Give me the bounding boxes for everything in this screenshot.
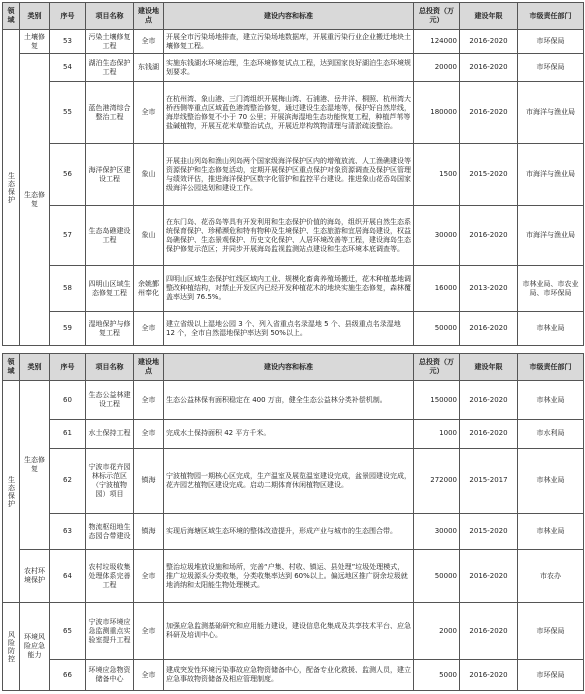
table-row [3, 448, 584, 513]
invest-cell: 50000 [414, 550, 460, 603]
table-header-row [3, 354, 584, 381]
category-cell: 生态修复 [20, 54, 50, 346]
content-cell: 建立省级以上湿地公园 3 个、列入省重点名录湿地 5 个、县级重点名录湿地 12 个，全市自然湿地保护率达到 50%以上。 [164, 312, 414, 346]
content-cell: 实现后海塘区域生态环境的整体改造提升，形成产业与城市的生态围合带。 [164, 513, 414, 550]
dept-cell: 市环保局 [518, 30, 584, 54]
table-row [3, 660, 584, 691]
table-row [3, 550, 584, 603]
seq-cell: 53 [50, 30, 86, 54]
years-cell: 2016-2020 [460, 206, 518, 266]
location-cell: 全市 [134, 420, 164, 449]
content-cell: 在杭州湾、象山港、三门湾组织开展梅山湾、石浦港、岳井洋、桐照、杭州湾大桥西侧等重点区域蓝色港湾整治修复，通过建设生态湿地等，保护好自然岸线，海岸线整治修复不小于 70 公里；开展滨海湿地生态功能恢复工程，种植芦苇等盐碱植物，开展互花米草整治试点，开展近岸构筑物清理与清淤疏浚整治。 [164, 82, 414, 144]
project-name-cell: 环境应急物资储备中心 [86, 660, 134, 691]
header-invest: 总投资（万元） [414, 354, 460, 381]
content-cell: 在东门岛、花岙岛等具有开发利用和生态保护价值的海岛，组织开展自然生态系统保育保护、珍稀濒危和特有物种及生境保护、生态旅游和宜居海岛建设，权益岛礁保护、生态景观保护、历史文化保护、人居环境改善等工程，建设海岛生态保护修复示范区；并同步开展海岛监视监测站点建设和生态环境本底调查等。 [164, 206, 414, 266]
table-row [3, 603, 584, 660]
years-cell: 2013-2020 [460, 266, 518, 312]
invest-cell: 5000 [414, 660, 460, 691]
field-cell: 生态保护 [3, 30, 20, 346]
header-dept: 市级责任部门 [518, 3, 584, 30]
dept-cell: 市林业局 [518, 381, 584, 420]
invest-cell: 30000 [414, 206, 460, 266]
header-name: 项目名称 [86, 3, 134, 30]
header-location: 建设地点 [134, 3, 164, 30]
invest-cell: 150000 [414, 381, 460, 420]
project-name-cell: 四明山区域生态修复工程 [86, 266, 134, 312]
project-name-cell: 蓝色港湾综合整治工程 [86, 82, 134, 144]
dept-cell: 市林业局、市农业局、市环保局 [518, 266, 584, 312]
location-cell: 余姚鄞州奉化 [134, 266, 164, 312]
years-cell: 2015-2020 [460, 513, 518, 550]
seq-cell: 60 [50, 381, 86, 420]
project-name-cell: 宁波市花卉园林标示范区（宁波植物园）项目 [86, 448, 134, 513]
content-cell: 开展韭山列岛和渔山列岛两个国家级海洋保护区内的增殖放流、人工渔礁建设等资源保护和生态修复活动，定期开展保护区重点保护对象资源调查及保护区管理与绩效评估，推进海洋保护区数字化管护和监控平台建设。推进象山花岙岛国家级海洋公园选划和建设工作。 [164, 144, 414, 206]
invest-cell: 16000 [414, 266, 460, 312]
content-cell: 加强应急监测基础研究和应用能力建设，建设信息化集成及共享技术平台、应急科研及培训中心。 [164, 603, 414, 660]
header-field: 领域 [3, 354, 20, 381]
years-cell: 2016-2020 [460, 312, 518, 346]
field-cell: 风险防控 [3, 603, 20, 691]
dept-cell: 市海洋与渔业局 [518, 82, 584, 144]
dept-cell: 市海洋与渔业局 [518, 144, 584, 206]
years-cell: 2016-2020 [460, 381, 518, 420]
seq-cell: 65 [50, 603, 86, 660]
project-name-cell: 生态公益林建设工程 [86, 381, 134, 420]
table-row [3, 312, 584, 346]
invest-cell: 30000 [414, 513, 460, 550]
header-field: 领域 [3, 3, 20, 30]
years-cell: 2016-2020 [460, 82, 518, 144]
seq-cell: 59 [50, 312, 86, 346]
seq-cell: 57 [50, 206, 86, 266]
table-row [3, 381, 584, 420]
header-seq: 序号 [50, 354, 86, 381]
header-name: 项目名称 [86, 354, 134, 381]
location-cell: 镇海 [134, 448, 164, 513]
header-content: 建设内容和标准 [164, 3, 414, 30]
category-cell: 农村环境保护 [20, 550, 50, 603]
project-name-cell: 宁波市环境应急监测重点实验室提升工程 [86, 603, 134, 660]
dept-cell: 市环保局 [518, 54, 584, 82]
location-cell: 全市 [134, 30, 164, 54]
years-cell: 2016-2020 [460, 30, 518, 54]
header-location: 建设地点 [134, 354, 164, 381]
seq-cell: 66 [50, 660, 86, 691]
project-name-cell: 物流枢纽地生态园合带建设 [86, 513, 134, 550]
content-cell: 四明山区域生态保护红线区域内工业、规模化畜禽养殖场搬迁，花木种植基地调整改种植结构，对禁止开发区内已经开发种植花木的地块实施生态修复，森林覆盖率达到 76.5%。 [164, 266, 414, 312]
header-category: 类别 [20, 354, 50, 381]
project-name-cell: 水土保持工程 [86, 420, 134, 449]
field-cell: 生态保护 [3, 381, 20, 603]
dept-cell: 市环保局 [518, 660, 584, 691]
project-table-1 [2, 2, 584, 346]
location-cell: 东钱湖 [134, 54, 164, 82]
category-cell: 环境风险应急能力 [20, 603, 50, 691]
invest-cell: 2000 [414, 603, 460, 660]
dept-cell: 市农办 [518, 550, 584, 603]
location-cell: 全市 [134, 603, 164, 660]
years-cell: 2015-2017 [460, 448, 518, 513]
project-name-cell: 湿地保护与修复工程 [86, 312, 134, 346]
seq-cell: 61 [50, 420, 86, 449]
table-row [3, 266, 584, 312]
content-cell: 实施东钱湖水环境治理，生态环境修复试点工程，达到国家良好湖泊生态环境规划要求。 [164, 54, 414, 82]
location-cell: 镇海 [134, 513, 164, 550]
years-cell: 2016-2020 [460, 420, 518, 449]
location-cell: 全市 [134, 660, 164, 691]
table-row [3, 82, 584, 144]
location-cell: 全市 [134, 312, 164, 346]
years-cell: 2016-2020 [460, 603, 518, 660]
header-invest: 总投资（万元） [414, 3, 460, 30]
seq-cell: 56 [50, 144, 86, 206]
invest-cell: 1500 [414, 144, 460, 206]
content-cell: 宁波植物园一期核心区完成，生产温室及展览温室建设完成，盆景园建设完成，花卉园艺植物区建设完成。启动二期体育休闲植物区建设。 [164, 448, 414, 513]
table-row [3, 144, 584, 206]
header-content: 建设内容和标准 [164, 354, 414, 381]
category-cell: 生态修复 [20, 381, 50, 550]
seq-cell: 54 [50, 54, 86, 82]
dept-cell: 市海洋与渔业局 [518, 206, 584, 266]
header-dept: 市级责任部门 [518, 354, 584, 381]
project-name-cell: 海洋保护区建设工程 [86, 144, 134, 206]
dept-cell: 市林业局 [518, 312, 584, 346]
project-name-cell: 农村垃圾收集处理体系完善工程 [86, 550, 134, 603]
dept-cell: 市水利局 [518, 420, 584, 449]
seq-cell: 62 [50, 448, 86, 513]
table-row [3, 513, 584, 550]
invest-cell: 124000 [414, 30, 460, 54]
header-category: 类别 [20, 3, 50, 30]
category-cell: 土壤修复 [20, 30, 50, 54]
seq-cell: 58 [50, 266, 86, 312]
header-years: 建设年限 [460, 354, 518, 381]
content-cell: 开展全市污染场地排查，建立污染场地数据库，开展重污染行业企业搬迁地块土壤修复工程。 [164, 30, 414, 54]
dept-cell: 市林业局 [518, 513, 584, 550]
table-row [3, 54, 584, 82]
years-cell: 2016-2020 [460, 54, 518, 82]
header-years: 建设年限 [460, 3, 518, 30]
content-cell: 建成突发性环境污染事故应急物资储备中心，配备专业化救援、监测人员，建立应急事故物资储备及相应管理制度。 [164, 660, 414, 691]
years-cell: 2015-2020 [460, 144, 518, 206]
table-row [3, 420, 584, 449]
location-cell: 全市 [134, 550, 164, 603]
invest-cell: 1000 [414, 420, 460, 449]
location-cell: 全市 [134, 82, 164, 144]
invest-cell: 272000 [414, 448, 460, 513]
table-row [3, 30, 584, 54]
years-cell: 2016-2020 [460, 660, 518, 691]
seq-cell: 64 [50, 550, 86, 603]
header-seq: 序号 [50, 3, 86, 30]
invest-cell: 50000 [414, 312, 460, 346]
seq-cell: 63 [50, 513, 86, 550]
table-row [3, 206, 584, 266]
location-cell: 全市 [134, 381, 164, 420]
content-cell: 整治垃圾堆放设施和场所，完善“户集、村收、镇运、县处理”垃圾处理模式，推广垃圾源头分类收集，分类收集率达到 60%以上。偏远地区推广厨余垃圾就地消纳和太阳能生物处理模式。 [164, 550, 414, 603]
project-name-cell: 污染土壤修复工程 [86, 30, 134, 54]
location-cell: 象山 [134, 144, 164, 206]
project-name-cell: 生态岛礁建设工程 [86, 206, 134, 266]
project-name-cell: 湖泊生态保护工程 [86, 54, 134, 82]
content-cell: 生态公益林保有面积稳定在 400 万亩，健全生态公益林分类补偿机制。 [164, 381, 414, 420]
seq-cell: 55 [50, 82, 86, 144]
invest-cell: 180000 [414, 82, 460, 144]
content-cell: 完成水土保持面积 42 平方千米。 [164, 420, 414, 449]
invest-cell: 20000 [414, 54, 460, 82]
table-header-row [3, 3, 584, 30]
dept-cell: 市环保局 [518, 603, 584, 660]
years-cell: 2016-2020 [460, 550, 518, 603]
location-cell: 象山 [134, 206, 164, 266]
project-table-2 [2, 353, 584, 691]
dept-cell: 市林业局 [518, 448, 584, 513]
